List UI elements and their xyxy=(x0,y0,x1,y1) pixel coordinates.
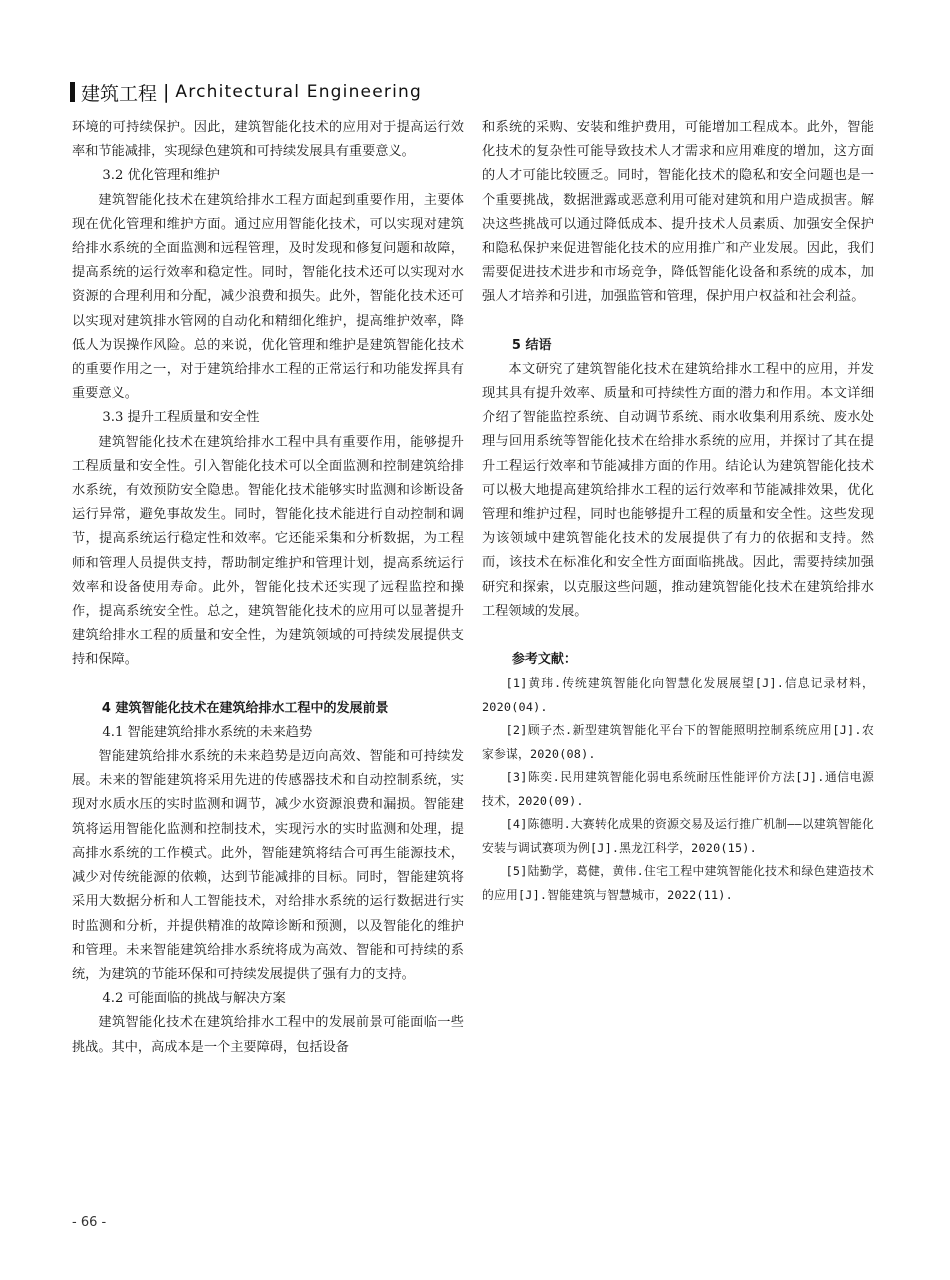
reference-item: [5]陆勤学，葛健，黄伟.住宅工程中建筑智能化技术和绿色建造技术的应用[J].智能建筑与智慧城市，2022(11). xyxy=(482,864,874,902)
right-column xyxy=(482,116,874,907)
paragraph-4-1: 智能建筑给排水系统的未来趋势是迈向高效、智能和可持续发展。未来的智能建筑将采用先进的传感器技术和自动控制系统，实现对水质水压的实时监测和调节，减少水资源浪费和漏损。智能建筑将运用智能化监测和控制技术，实现污水的实时监测和处理，提高排水系统的工作模式。此外，智能建筑将结合可再生能源技术，减少对传统能源的依赖，达到节能减排的目标。同时，智能建筑将采用大数据分析和人工智能技术，对给排水系统的运行数据进行实时监测和分析，并提供精准的故障诊断和预测，以及智能化的维护和管理。未来智能建筑给排水系统将成为高效、智能和可持续的系统，为建筑的节能环保和可持续发展提供了强有力的支持。 xyxy=(72,749,464,982)
reference-item: [2]顾子杰.新型建筑智能化平台下的智能照明控制系统应用[J].农家参谋，2020(08). xyxy=(482,723,874,761)
section-heading-5: 5 结语 xyxy=(511,337,552,353)
reference-item: [4]陈德明.大赛转化成果的资源交易及运行推广机制——以建筑智能化安装与调试赛项为例[J].黑龙江科学，2020(15). xyxy=(482,817,874,855)
left-column xyxy=(72,116,464,1060)
reference-item: [1]黄玮.传统建筑智能化向智慧化发展展望[J].信息记录材料，2020(04). xyxy=(482,676,874,714)
subsection-heading-4-1: 4.1 智能建筑给排水系统的未来趋势 xyxy=(102,724,313,740)
running-head xyxy=(70,78,422,106)
paragraph-3-2: 建筑智能化技术在建筑给排水工程方面起到重要作用，主要体现在优化管理和维护方面。通过应用智能化技术，可以实现对建筑给排水系统的全面监测和远程管理，及时发现和修复问题和故障，提高系统的运行效率和稳定性。同时，智能化技术还可以实现对水资源的合理利用和分配，减少浪费和损失。此外，智能化技术还可以实现对建筑排水管网的自动化和精细化维护，提高维护效率，降低人为误操作风险。总的来说，优化管理和维护是建筑智能化技术的重要作用之一，对于建筑给排水工程的正常运行和功能发挥具有重要意义。 xyxy=(72,192,464,402)
header-bar xyxy=(70,82,75,102)
reference-item: [3]陈奕.民用建筑智能化弱电系统耐压性能评价方法[J].通信电源技术，2020(09). xyxy=(482,770,874,808)
journal-section-title-cn: 建筑工程 xyxy=(81,82,158,105)
subsection-heading-4-2: 4.2 可能面临的挑战与解决方案 xyxy=(102,991,286,1007)
subsection-heading-3-2: 3.2 优化管理和维护 xyxy=(102,168,220,184)
paragraph-4-2-continued: 和系统的采购、安装和维护费用，可能增加工程成本。此外，智能化技术的复杂性可能导致技术人才需求和应用难度的增加，这方面的人才可能比较匮乏。同时，智能化技术的隐私和安全问题也是一个重要挑战，数据泄露或恶意利用可能对建筑和用户造成损害。解决这些挑战可以通过降低成本、提升技术人员素质、加强安全保护和隐私保护来促进智能化技术的应用推广和产业发展。因此，我们需要促进技术进步和市场竞争，降低智能化设备和系统的成本，加强人才培养和引进，加强监管和管理，保护用户权益和社会利益。 xyxy=(482,120,874,305)
subsection-heading-3-3: 3.3 提升工程质量和安全性 xyxy=(102,410,260,426)
paragraph-5: 本文研究了建筑智能化技术在建筑给排水工程中的应用，并发现其具有提升效率、质量和可持续性方面的潜力和作用。本文详细介绍了智能监控系统、自动调节系统、雨水收集利用系统、废水处理与回用系统等智能化技术在给排水系统的应用，并探讨了其在提升工程运行效率和节能减排方面的作用。结论认为建筑智能化技术可以极大地提高建筑给排水工程的运行效率和节能减排效果，优化管理和维护过程，同时也能够提升工程的质量和安全性。这些发现为该领域中建筑智能化技术的发展提供了有力的依据和支持。然而，该技术在标准化和安全性方面面临挑战。因此，需要持续加强研究和探索，以克服这些问题，推动建筑智能化技术在建筑给排水工程领域的发展。 xyxy=(482,361,874,619)
section-heading-4: 4 建筑智能化技术在建筑给排水工程中的发展前景 xyxy=(101,700,389,716)
paragraph-intro-continued: 环境的可持续保护。因此，建筑智能化技术的应用对于提高运行效率和节能减排，实现绿色建筑和可持续发展具有重要意义。 xyxy=(72,120,464,160)
paragraph-4-2: 建筑智能化技术在建筑给排水工程中的发展前景可能面临一些挑战。其中，高成本是一个主要障碍，包括设备 xyxy=(72,1015,464,1055)
journal-section-title-en: Architectural Engineering xyxy=(175,82,422,102)
references-heading: 参考文献： xyxy=(511,652,577,668)
header-separator: | xyxy=(163,81,170,103)
paragraph-3-3: 建筑智能化技术在建筑给排水工程中具有重要作用，能够提升工程质量和安全性。引入智能化技术可以全面监测和控制建筑给排水系统，有效预防安全隐患。智能化技术能够实时监测和诊断设备运行异常，避免事故发生。同时，智能化技术能进行自动控制和调节，提高系统运行稳定性和效率。它还能采集和分析数据，为工程师和管理人员提供支持，帮助制定维护和管理计划，提高系统运行效率和设备使用寿命。此外，智能化技术还实现了远程监控和操作，提高系统安全性。总之，建筑智能化技术的应用可以显著提升建筑给排水工程的质量和安全性，为建筑领域的可持续发展提供支持和保障。 xyxy=(72,434,464,668)
page-number: - 66 - xyxy=(72,1215,107,1230)
